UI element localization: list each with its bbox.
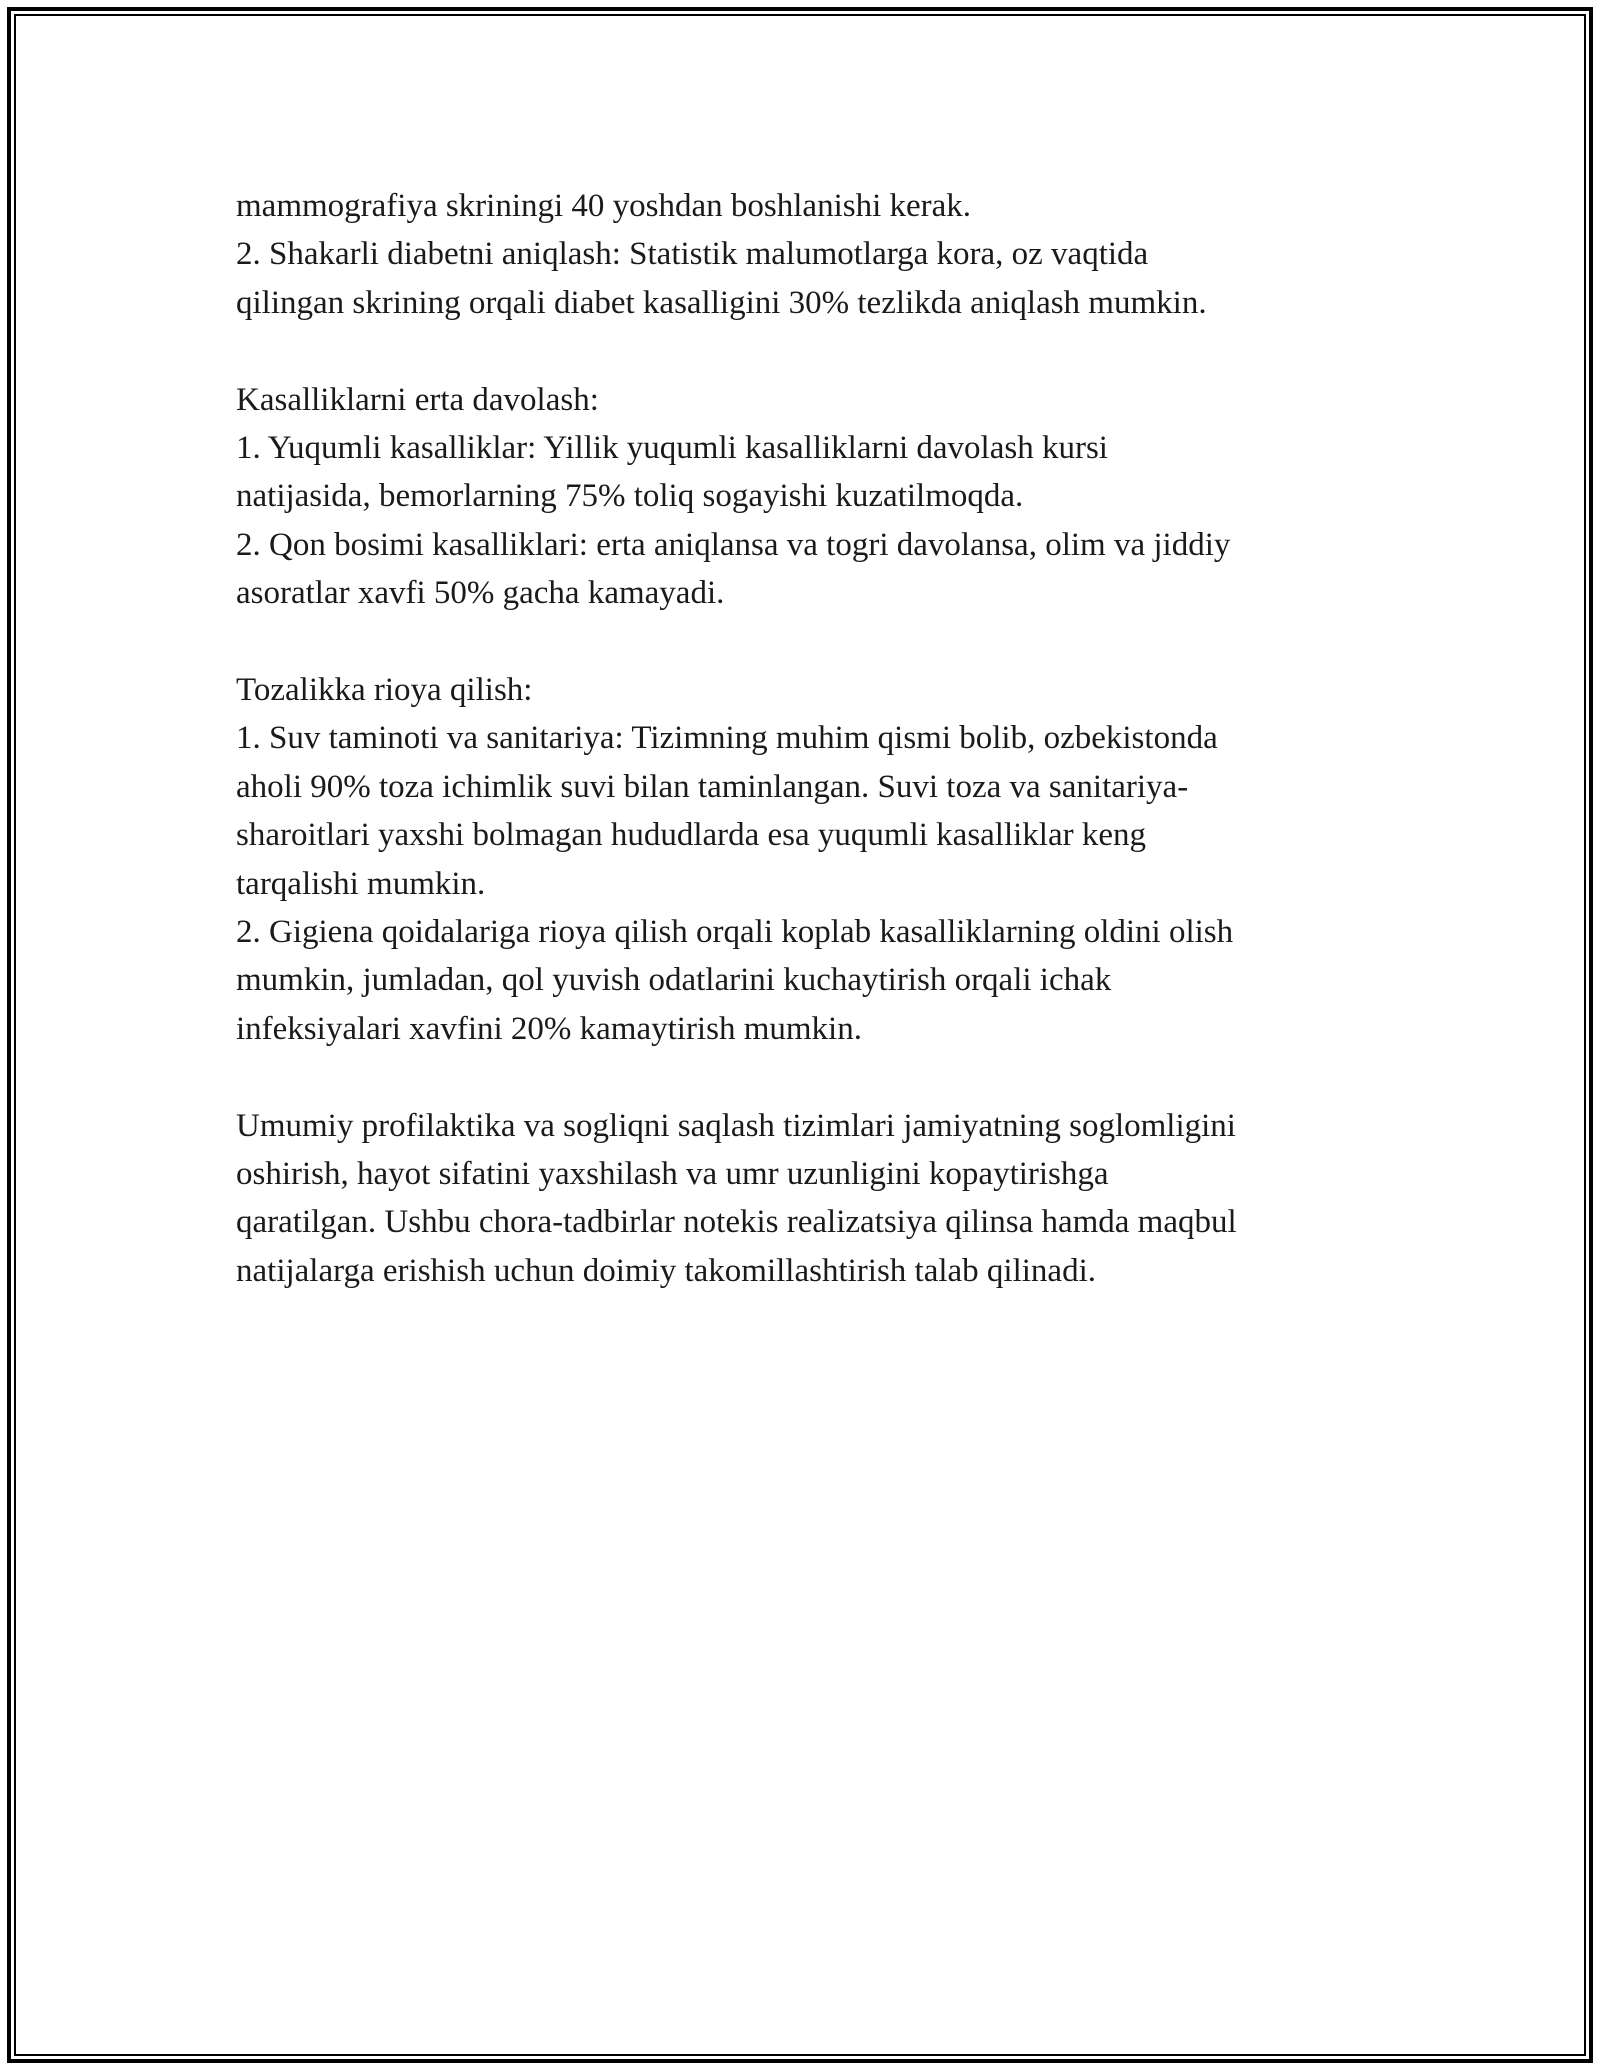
text-line: Umumiy profilaktika va sogliqni saqlash tizimlari jamiyatning soglomligini	[236, 1107, 1236, 1144]
text-line: natijasida, bemorlarning 75% toliq sogayishi kuzatilmoqda.	[236, 478, 1024, 515]
text-line: qilingan skrining orqali diabet kasalligini 30% tezlikda aniqlash mumkin.	[236, 284, 1207, 321]
blank-line	[236, 327, 1356, 375]
text-line: qaratilgan. Ushbu chora-tadbirlar notekis realizatsiya qilinsa hamda maqbul	[236, 1204, 1237, 1241]
document-body	[236, 182, 1356, 1295]
section-heading: Kasalliklarni erta davolash:	[236, 381, 599, 418]
blank-line	[236, 1053, 1356, 1101]
text-line: sharoitlari yaxshi bolmagan hududlarda esa yuqumli kasalliklar keng	[236, 817, 1147, 854]
text-line: mumkin, jumladan, qol yuvish odatlarini kuchaytirish orqali ichak	[236, 962, 1112, 999]
text-line: infeksiyalari xavfini 20% kamaytirish mumkin.	[236, 1010, 862, 1047]
text-line: 1. Suv taminoti va sanitariya: Tizimning muhim qismi bolib, ozbekistonda	[236, 720, 1218, 757]
text-line: oshirish, hayot sifatini yaxshilash va umr uzunligini kopaytirishga	[236, 1156, 1109, 1193]
text-line: 1. Yuqumli kasalliklar: Yillik yuqumli kasalliklarni davolash kursi	[236, 430, 1108, 467]
text-line: mammografiya skriningi 40 yoshdan boshlanishi kerak.	[236, 188, 972, 224]
text-line: 2. Shakarli diabetni aniqlash: Statistik malumotlarga kora, oz vaqtida	[236, 236, 1149, 273]
section-heading: Tozalikka rioya qilish:	[236, 672, 533, 709]
text-line: aholi 90% toza ichimlik suvi bilan taminlangan. Suvi toza va sanitariya-	[236, 768, 1189, 805]
text-line: asoratlar xavfi 50% gacha kamayadi.	[236, 575, 725, 612]
blank-line	[236, 618, 1356, 666]
text-line: tarqalishi mumkin.	[236, 865, 486, 902]
text-line: 2. Gigiena qoidalariga rioya qilish orqali koplab kasalliklarning oldini olish	[236, 914, 1234, 951]
text-line: natijalarga erishish uchun doimiy takomillashtirish talab qilinadi.	[236, 1252, 1096, 1289]
text-line: 2. Qon bosimi kasalliklari: erta aniqlansa va togri davolansa, olim va jiddiy	[236, 526, 1231, 563]
